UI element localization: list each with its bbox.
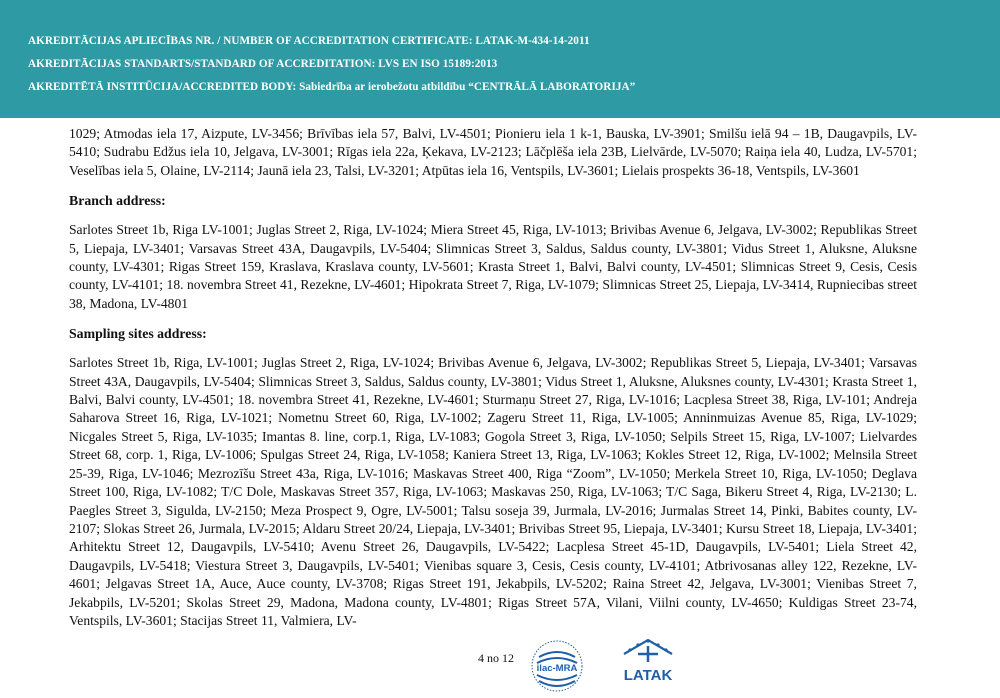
latak-logo	[618, 636, 678, 684]
svg-text:LATAK: LATAK	[623, 667, 673, 684]
intro-address-list: 1029; Atmodas iela 17, Aizpute, LV-3456; Brīvības iela 57, Balvi, LV-4501; Pionieru iela 1 k-1, Bauska, LV-3901; Smilšu ielā 94 – 1B, Daugavpils, LV-5410; Sudrabu Edžus iela 10, Jelgava, LV-3001; Rīgas iela 22a, Ķekava, LV-2123; Lāčplēša iela 23B, Lielvārde, LV-5070; Raiņa iela 40, Ludza, LV-5701; Veselības iela 5, Olaine, LV-2114; Jaunā iela 23, Talsi, LV-3201; Atpūtas iela 16, Ventspils, LV-3601; Lielais prospekts 36-18, Ventspils, LV-3601	[69, 126, 917, 178]
header-certificate-number: AKREDITĀCIJAS APLIECĪBAS NR. / NUMBER OF ACCREDITATION CERTIFICATE: LATAK-M-434-14-2011	[28, 35, 590, 47]
page-number: 4 no 12	[478, 651, 514, 665]
sampling-sites-heading: Sampling sites address:	[69, 326, 207, 342]
branch-address-heading: Branch address:	[69, 193, 166, 209]
sampling-sites-list: Sarlotes Street 1b, Riga, LV-1001; Juglas Street 2, Riga, LV-1024; Brivibas Avenue 6, Jelgava, LV-3002; Republikas Street 5, Liepaja, LV-3401; Varsavas Street 43A, Daugavpils, LV-5404; Slimnicas Street 3, Saldus, Saldus county, LV-3801; Vidus Street 1, Aluksne, Aluksnes county, LV-4301; Krasta Street 1, Balvi, Balvi county, LV-4501; 18. novembra Street 41, Rezekne, LV-4601; Sturmaņu Street 27, Riga, LV-1016; Lacplesa Street 38, Riga, LV-101; Andreja Saharova Street 16, Riga, LV-1021; Nometnu Street 60, Riga, LV-1002; Zageru Street 11, Riga, LV-1005; Anninmuizas Avenue 85, Riga, LV-1029; Nicgales Street 5, Riga, LV-1035; Imantas 8. line, corp.1, Riga, LV-1083; Gogola Street 3, Riga, LV-1050; Selpils Street 15, Riga, LV-1007; Lielvardes Street 68, corp. 1, Riga, LV-1006; Spulgas Street 24, Riga, LV-1058; Kaniera Street 13, Riga, LV-1063; Kokles Street 12, Riga, LV-1002; Melnsila Street 25-39, Riga, LV-1046; Mezrozīšu Street 43a, Riga, LV-1016; Maskavas Street 400, Riga “Zoom”, LV-1050; Merkela Street 10, Riga, LV-1050; Deglava Street 100, Riga, LV-1082; T/C Dole, Maskavas Street 357, Riga, LV-1063; Maskavas 250, Riga, LV-1063; T/C Saga, Bikeru Street 4, Riga, LV-2130; L. Paegles Street 3, Sigulda, LV-2150; Meza Prospect 9, Ogre, LV-5001; Talsu soseja 39, Jurmala, LV-2016; Jurmalas Street 14, Pinki, Babites county, LV-2107; Slokas Street 26, Jurmala, LV-2015; Aldaru Street 20/24, Liepaja, LV-3401; Brivibas Street 95, Liepaja, LV-3401; Kursu Street 18, Liepaja, LV-3401; Arhitektu Street 12, Daugavpils, LV-5410; Avenu Street 26, Daugavpils, LV-5422; Lacplesa Street 45-1D, Daugavpils, LV-5401; Liela Street 42, Daugavpils, LV-5418; Viestura Street 3, Daugavpils, LV-5401; Vienibas square 3, Cesis, Cesis county, LV-4101; Atbrivosanas alley 122, Rezekne, LV-4601; Jelgavas Street 1A, Auce, Auce county, LV-3708; Rigas Street 191, Jekabpils, LV-5202; Raina Street 42, Jelgava, LV-3001; Vienibas Street 7, Jekabpils, LV-5201; Skolas Street 29, Madona, Madona county, LV-4801; Rigas Street 57A, Vilani, Viilni county, LV-4650; Kuldigas Street 23-74, Ventspils, LV-3601; Stacijas Street 11, Valmiera, LV-	[69, 355, 917, 628]
document-body	[69, 125, 917, 630]
header-accredited-body: AKREDITĒTĀ INSTITŪCIJA/ACCREDITED BODY: Sabiedrība ar ierobežotu atbildību “CENTRĀLĀ LABORATORIJA”	[28, 81, 636, 93]
header-standard: AKREDITĀCIJAS STANDARTS/STANDARD OF ACCREDITATION: LVS EN ISO 15189:2013	[28, 58, 498, 70]
svg-text:ilac-MRA: ilac-MRA	[536, 663, 578, 674]
ilac-mra-logo	[529, 639, 585, 695]
certificate-header	[0, 0, 1000, 118]
branch-address-list: Sarlotes Street 1b, Riga LV-1001; Juglas Street 2, Riga, LV-1024; Miera Street 45, Riga, LV-1013; Brivibas Avenue 6, Jelgava, LV-3002; Republikas Street 5, Liepaja, LV-3401; Varsavas Street 43A, Daugavpils, LV-5404; Slimnicas Street 3, Saldus, Saldus county, LV-3801; Vidus Street 1, Aluksne, Aluksne county, LV-4301; Rigas Street 159, Kraslava, Kraslava county, LV-5601; Krasta Street 1, Balvi, Balvi county, LV-4501; Slimnicas Street 9, Cesis, Cesis county, LV-4101; 18. novembra Street 41, Rezekne, LV-4601; Hipokrata Street 7, Riga, LV-1079; Slimnicas Street 25, Liepaja, LV-3414, Rupniecibas street 38, Madona, LV-4801	[69, 222, 917, 311]
